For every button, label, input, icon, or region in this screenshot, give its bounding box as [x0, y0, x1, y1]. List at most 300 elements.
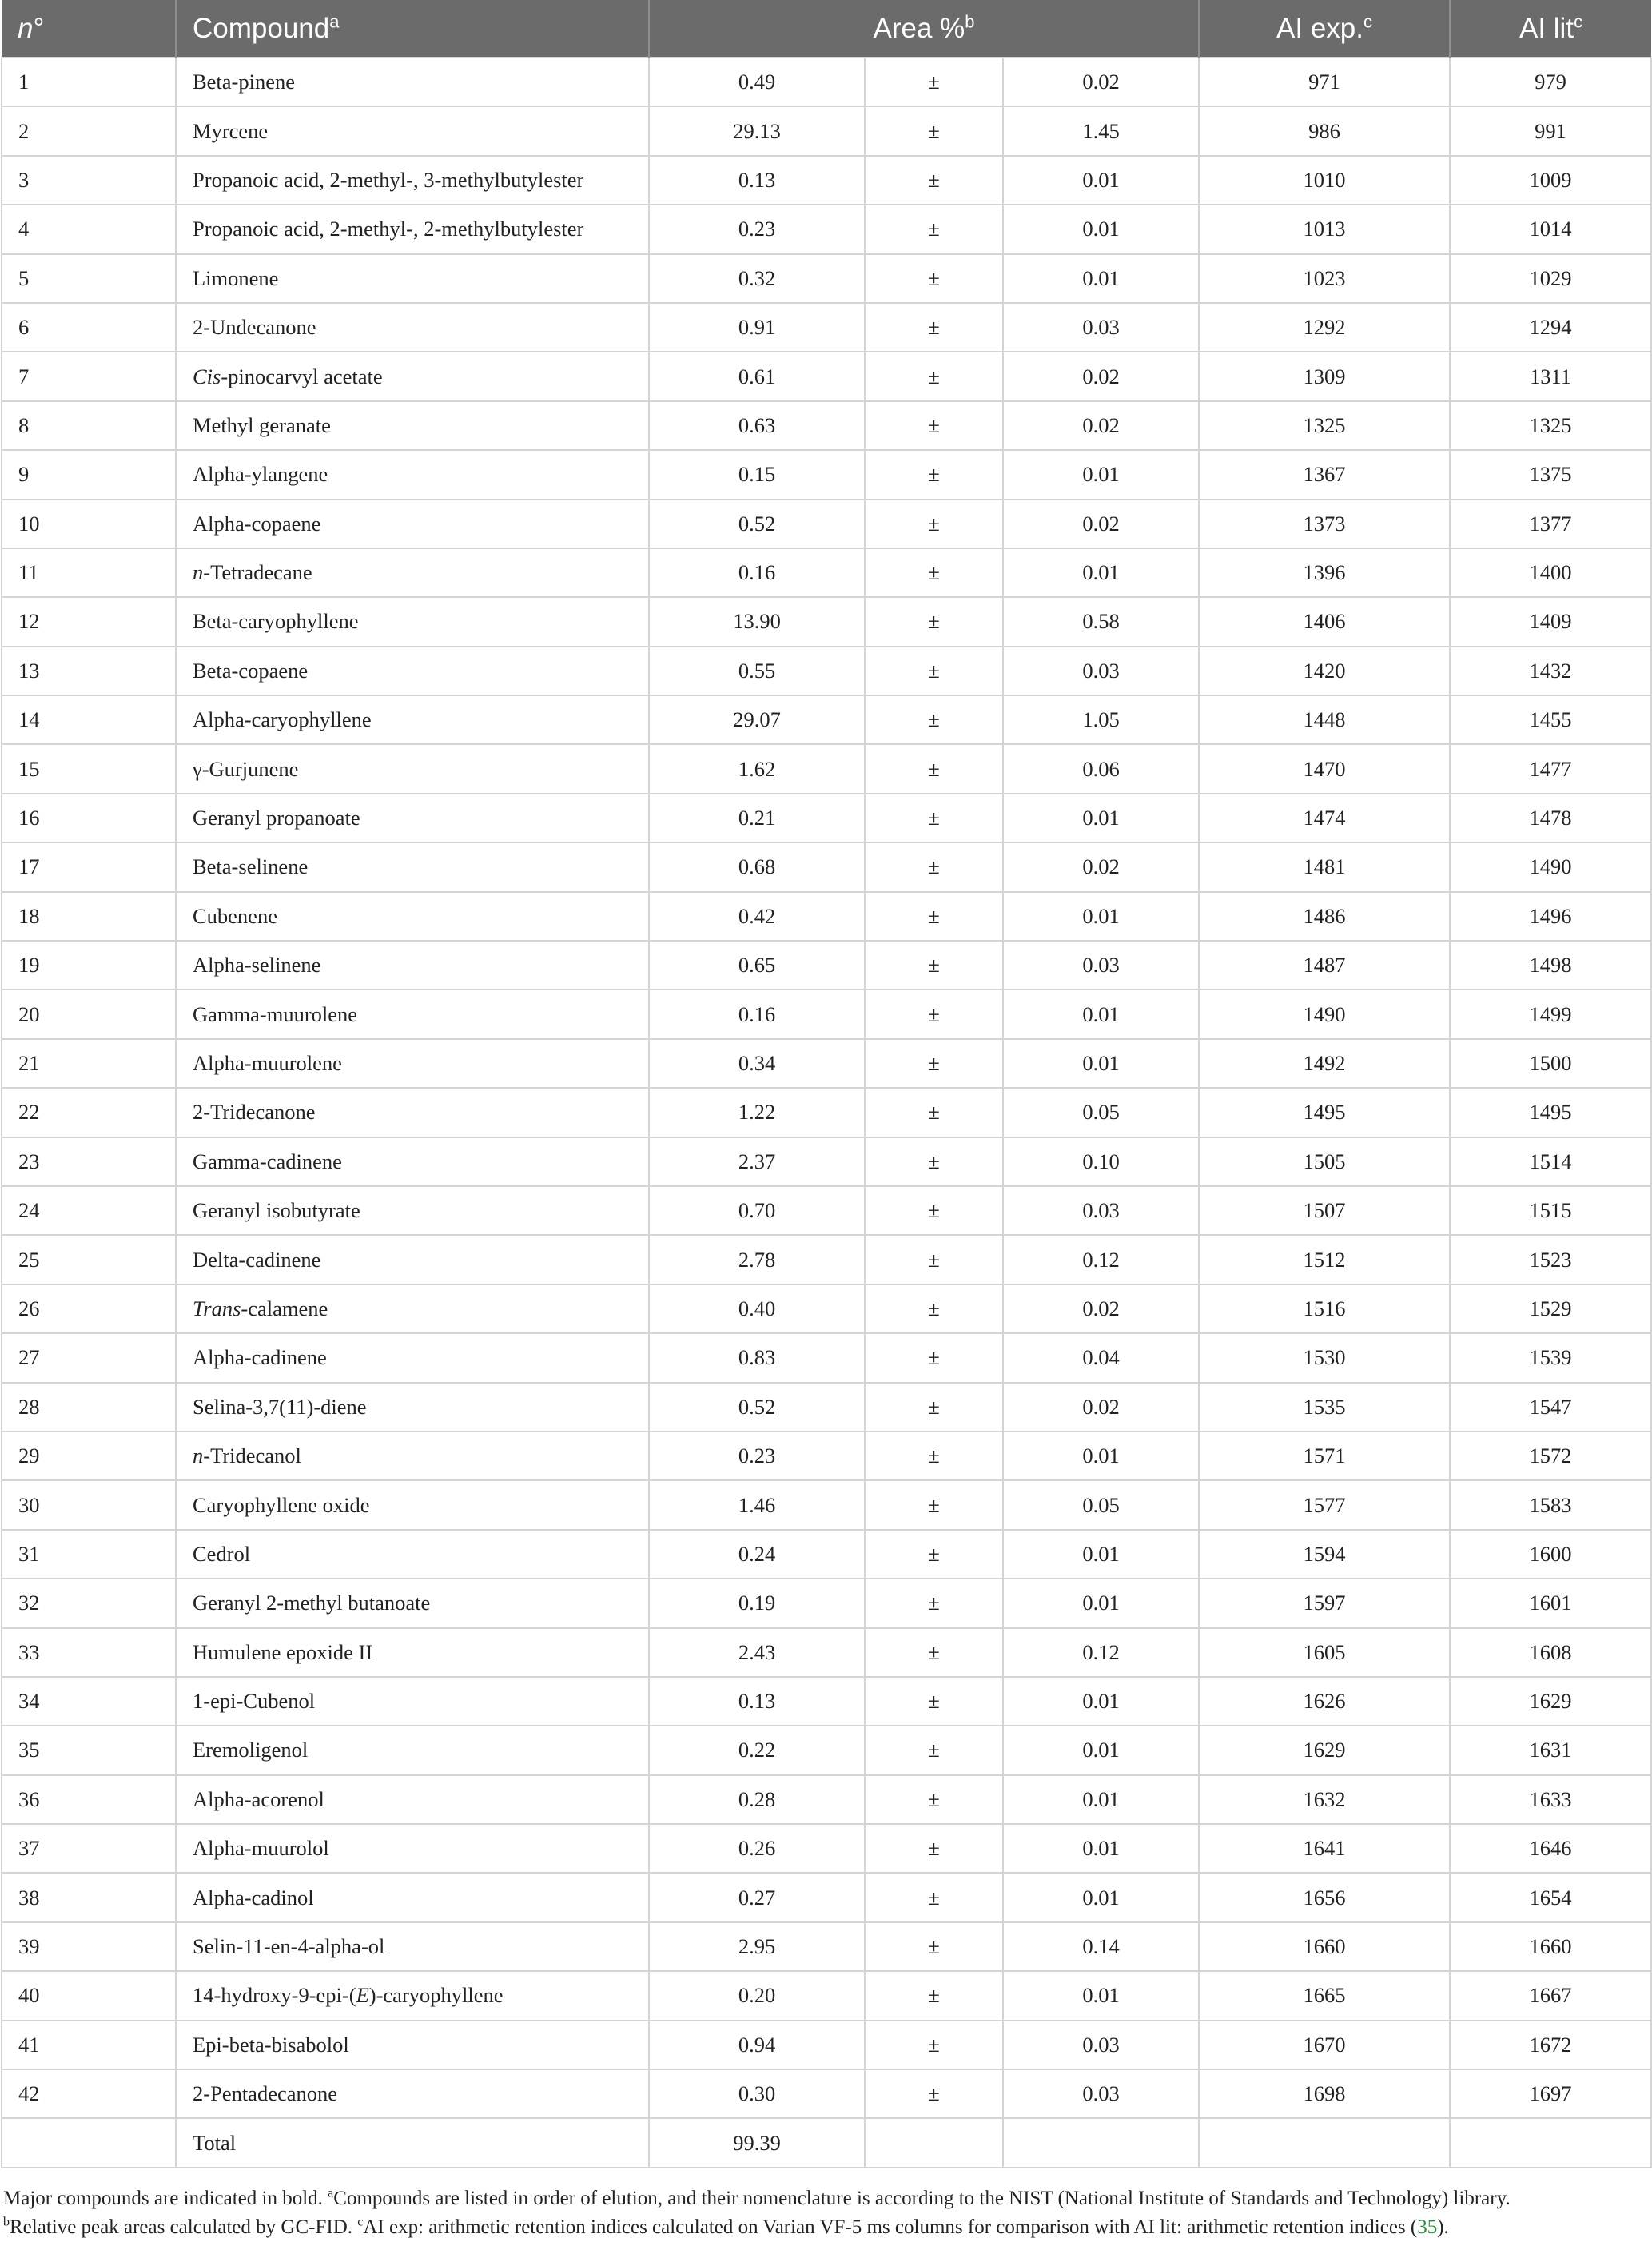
plus-minus: ± — [865, 892, 1003, 941]
table-row — [2, 2069, 1651, 2118]
table-row — [2, 1088, 1651, 1137]
table-row — [2, 1284, 1651, 1333]
ai-lit-value: 1646 — [1450, 1824, 1651, 1873]
ai-lit-value: 1514 — [1450, 1137, 1651, 1186]
compound-table — [1, 0, 1652, 2168]
area-sd: 0.02 — [1003, 58, 1199, 106]
ai-lit-value: 1660 — [1450, 1922, 1651, 1971]
plus-minus: ± — [865, 2021, 1003, 2069]
compound-name-italic: E — [356, 1983, 369, 2008]
table-row — [2, 401, 1651, 450]
ai-exp-value: 1486 — [1199, 892, 1450, 941]
table-row — [2, 500, 1651, 548]
row-number: 31 — [2, 1530, 176, 1579]
area-sd: 0.03 — [1003, 941, 1199, 990]
header-ai-exp: AI exp.$^c$ — [1199, 0, 1450, 58]
area-value: 0.70 — [649, 1186, 865, 1235]
ai-lit-value: 1500 — [1450, 1039, 1651, 1088]
ai-lit-value: 1400 — [1450, 548, 1651, 597]
area-value: 1.46 — [649, 1480, 865, 1529]
plus-minus: ± — [865, 941, 1003, 990]
compound-name — [176, 1726, 649, 1774]
plus-minus: ± — [865, 303, 1003, 352]
area-value: 0.42 — [649, 892, 865, 941]
row-number: 36 — [2, 1775, 176, 1824]
table-row — [2, 1383, 1651, 1432]
area-sd: 0.01 — [1003, 1971, 1199, 2020]
area-sd: 0.06 — [1003, 744, 1199, 793]
ai-exp-value: 1396 — [1199, 548, 1450, 597]
table-row — [2, 744, 1651, 793]
compound-name — [176, 1383, 649, 1432]
ai-lit-value: 1409 — [1450, 597, 1651, 646]
compound-name — [176, 2069, 649, 2118]
table-row — [2, 303, 1651, 352]
compound-name-text: Alpha-muurolene — [193, 1051, 342, 1075]
compound-name-text: 1-epi-Cubenol — [193, 1689, 316, 1714]
compound-name-text: Selina-3,7(11)-diene — [193, 1394, 367, 1419]
row-number: 7 — [2, 352, 176, 400]
ai-exp-value: 1670 — [1199, 2021, 1450, 2069]
row-number: 12 — [2, 597, 176, 646]
area-sd: 0.01 — [1003, 156, 1199, 205]
row-number: 42 — [2, 2069, 176, 2118]
area-sd: 0.02 — [1003, 352, 1199, 400]
table-row — [2, 1186, 1651, 1235]
row-number: 1 — [2, 58, 176, 106]
compound-name-text: -calamene — [241, 1296, 328, 1320]
total-row — [2, 2118, 1651, 2167]
area-value: 2.95 — [649, 1922, 865, 1971]
table-row — [2, 1530, 1651, 1579]
compound-name — [176, 450, 649, 499]
ai-lit-value: 1539 — [1450, 1333, 1651, 1382]
ai-lit-value: 1325 — [1450, 401, 1651, 450]
compound-name-italic: n — [193, 1444, 204, 1468]
ai-lit-value: 1672 — [1450, 2021, 1651, 2069]
table-row — [2, 1824, 1651, 1873]
row-number: 33 — [2, 1628, 176, 1677]
table-row — [2, 647, 1651, 695]
ai-exp-value: 1010 — [1199, 156, 1450, 205]
table-row — [2, 1873, 1651, 1921]
table-row — [2, 695, 1651, 744]
area-value: 1.62 — [649, 744, 865, 793]
plus-minus: ± — [865, 1284, 1003, 1333]
ai-lit-value: 1478 — [1450, 794, 1651, 842]
total-empty — [1199, 2118, 1450, 2167]
plus-minus: ± — [865, 254, 1003, 303]
row-number: 28 — [2, 1383, 176, 1432]
plus-minus: ± — [865, 794, 1003, 842]
compound-name — [176, 548, 649, 597]
plus-minus: ± — [865, 1235, 1003, 1284]
compound-name-text: Geranyl 2-methyl butanoate — [193, 1591, 431, 1615]
ai-exp-value: 1660 — [1199, 1922, 1450, 1971]
row-number: 10 — [2, 500, 176, 548]
ai-exp-value: 1367 — [1199, 450, 1450, 499]
compound-name-text: Eremoligenol — [193, 1738, 309, 1762]
compound-name — [176, 106, 649, 155]
plus-minus: ± — [865, 1775, 1003, 1824]
row-number: 34 — [2, 1677, 176, 1726]
area-value: 29.13 — [649, 106, 865, 155]
ai-exp-value: 1516 — [1199, 1284, 1450, 1333]
plus-minus: ± — [865, 1579, 1003, 1627]
ai-exp-value: 1597 — [1199, 1579, 1450, 1627]
compound-name-text: Selin-11-en-4-alpha-ol — [193, 1934, 385, 1959]
ai-exp-value: 1577 — [1199, 1480, 1450, 1529]
compound-name-text: -pinocarvyl acetate — [221, 364, 383, 388]
table-row — [2, 1480, 1651, 1529]
area-sd: 0.01 — [1003, 1824, 1199, 1873]
compound-name-prefix: 14-hydroxy-9-epi-( — [193, 1983, 356, 2008]
compound-name — [176, 1186, 649, 1235]
compound-name-text: )-caryophyllene — [368, 1983, 504, 2008]
row-number: 11 — [2, 548, 176, 597]
compound-name — [176, 1530, 649, 1579]
table-row — [2, 1971, 1651, 2020]
ai-exp-value: 1487 — [1199, 941, 1450, 990]
plus-minus: ± — [865, 1480, 1003, 1529]
compound-name — [176, 892, 649, 941]
compound-name-text: Propanoic acid, 2-methyl-, 3-methylbutylester — [193, 167, 584, 192]
table-row — [2, 58, 1651, 106]
plus-minus: ± — [865, 156, 1003, 205]
row-number: 3 — [2, 156, 176, 205]
area-sd: 0.03 — [1003, 647, 1199, 695]
compound-name — [176, 794, 649, 842]
row-number: 40 — [2, 1971, 176, 2020]
ai-exp-value: 1406 — [1199, 597, 1450, 646]
compound-name-text: Alpha-acorenol — [193, 1786, 324, 1811]
ai-lit-value: 1633 — [1450, 1775, 1651, 1824]
compound-name-text: Alpha-cadinene — [193, 1345, 327, 1370]
row-number: 4 — [2, 205, 176, 253]
compound-name — [176, 254, 649, 303]
area-sd: 0.01 — [1003, 1726, 1199, 1774]
compound-name-text: Limonene — [193, 265, 279, 290]
compound-name — [176, 401, 649, 450]
ai-exp-value: 1641 — [1199, 1824, 1450, 1873]
area-value: 0.65 — [649, 941, 865, 990]
area-sd: 0.02 — [1003, 500, 1199, 548]
compound-name — [176, 500, 649, 548]
ai-lit-value: 1629 — [1450, 1677, 1651, 1726]
plus-minus: ± — [865, 842, 1003, 891]
row-number: 20 — [2, 990, 176, 1038]
ai-lit-value: 1311 — [1450, 352, 1651, 400]
ai-lit-value: 1600 — [1450, 1530, 1651, 1579]
ai-exp-value: 1512 — [1199, 1235, 1450, 1284]
plus-minus: ± — [865, 1383, 1003, 1432]
footnote-line-1: Major compounds are indicated in bold. $^a$Compounds are listed in order of elution, and their nomenclature is according to the NIST (National Institute of Standards and Technology) library. — [3, 2186, 1511, 2209]
plus-minus: ± — [865, 1677, 1003, 1726]
ai-exp-value: 1632 — [1199, 1775, 1450, 1824]
area-value: 0.22 — [649, 1726, 865, 1774]
compound-name-text: Myrcene — [193, 118, 269, 143]
ai-lit-value: 1496 — [1450, 892, 1651, 941]
ai-lit-value: 1377 — [1450, 500, 1651, 548]
ai-lit-value: 1432 — [1450, 647, 1651, 695]
compound-name — [176, 842, 649, 891]
area-sd: 0.01 — [1003, 254, 1199, 303]
ai-lit-value: 1009 — [1450, 156, 1651, 205]
ai-exp-value: 1571 — [1199, 1432, 1450, 1480]
compound-name-italic: Cis — [193, 364, 221, 388]
compound-name — [176, 58, 649, 106]
compound-name-text: Propanoic acid, 2-methyl-, 2-methylbutylester — [193, 217, 584, 241]
area-sd: 0.04 — [1003, 1333, 1199, 1382]
table-row — [2, 990, 1651, 1038]
area-value: 0.23 — [649, 205, 865, 253]
compound-name — [176, 1284, 649, 1333]
area-sd: 0.01 — [1003, 794, 1199, 842]
compound-name — [176, 1873, 649, 1921]
area-value: 0.20 — [649, 1971, 865, 2020]
area-value: 2.37 — [649, 1137, 865, 1186]
ai-exp-value: 1605 — [1199, 1628, 1450, 1677]
compound-name-text: Epi-beta-bisabolol — [193, 2032, 349, 2057]
plus-minus: ± — [865, 597, 1003, 646]
plus-minus: ± — [865, 352, 1003, 400]
compound-name — [176, 205, 649, 253]
reference-link[interactable]: 35 — [1417, 2216, 1438, 2238]
compound-name — [176, 1579, 649, 1627]
area-sd: 0.01 — [1003, 1039, 1199, 1088]
area-value: 0.13 — [649, 1677, 865, 1726]
plus-minus: ± — [865, 1039, 1003, 1088]
area-sd: 0.03 — [1003, 2021, 1199, 2069]
compound-name — [176, 1922, 649, 1971]
row-number: 5 — [2, 254, 176, 303]
table-row — [2, 450, 1651, 499]
area-sd: 0.01 — [1003, 1432, 1199, 1480]
total-empty — [1450, 2118, 1651, 2167]
row-number: 18 — [2, 892, 176, 941]
plus-minus: ± — [865, 647, 1003, 695]
compound-name — [176, 1971, 649, 2020]
compound-name-italic: Trans — [193, 1296, 241, 1320]
ai-lit-value: 1523 — [1450, 1235, 1651, 1284]
ai-lit-value: 1583 — [1450, 1480, 1651, 1529]
table-row — [2, 254, 1651, 303]
ai-exp-value: 1023 — [1199, 254, 1450, 303]
ai-lit-value: 991 — [1450, 106, 1651, 155]
area-sd: 0.03 — [1003, 1186, 1199, 1235]
compound-name-text: Beta-copaene — [193, 658, 309, 683]
compound-name-text: -Tridecanol — [203, 1444, 301, 1468]
table-row — [2, 1726, 1651, 1774]
plus-minus: ± — [865, 1186, 1003, 1235]
ai-exp-value: 1530 — [1199, 1333, 1450, 1382]
area-value: 2.43 — [649, 1628, 865, 1677]
area-sd: 0.12 — [1003, 1628, 1199, 1677]
row-number: 14 — [2, 695, 176, 744]
area-value: 2.78 — [649, 1235, 865, 1284]
ai-exp-value: 986 — [1199, 106, 1450, 155]
ai-exp-value: 1474 — [1199, 794, 1450, 842]
row-number: 2 — [2, 106, 176, 155]
compound-name-text: Delta-cadinene — [193, 1247, 321, 1272]
area-sd: 0.01 — [1003, 205, 1199, 253]
row-number: 22 — [2, 1088, 176, 1137]
plus-minus: ± — [865, 1922, 1003, 1971]
row-number: 32 — [2, 1579, 176, 1627]
area-value: 0.94 — [649, 2021, 865, 2069]
compound-name-text: Alpha-copaene — [193, 511, 321, 536]
area-value: 0.52 — [649, 1383, 865, 1432]
ai-lit-value: 1515 — [1450, 1186, 1651, 1235]
compound-name-text: 2-Undecanone — [193, 315, 316, 340]
ai-lit-value: 1654 — [1450, 1873, 1651, 1921]
compound-name — [176, 1039, 649, 1088]
compound-name — [176, 1824, 649, 1873]
row-number: 9 — [2, 450, 176, 499]
area-value: 13.90 — [649, 597, 865, 646]
area-value: 0.24 — [649, 1530, 865, 1579]
row-number: 35 — [2, 1726, 176, 1774]
plus-minus: ± — [865, 450, 1003, 499]
area-value: 29.07 — [649, 695, 865, 744]
ai-exp-value: 1629 — [1199, 1726, 1450, 1774]
area-value: 0.16 — [649, 548, 865, 597]
ai-exp-value: 1325 — [1199, 401, 1450, 450]
area-sd: 0.05 — [1003, 1480, 1199, 1529]
ai-exp-value: 1292 — [1199, 303, 1450, 352]
ai-exp-value: 1492 — [1199, 1039, 1450, 1088]
ai-exp-value: 1698 — [1199, 2069, 1450, 2118]
total-label: Total — [176, 2118, 649, 2167]
area-value: 0.32 — [649, 254, 865, 303]
table-row — [2, 1333, 1651, 1382]
ai-lit-value: 1029 — [1450, 254, 1651, 303]
row-number: 16 — [2, 794, 176, 842]
row-number: 15 — [2, 744, 176, 793]
ai-exp-value: 1470 — [1199, 744, 1450, 793]
table-body — [2, 58, 1651, 2168]
area-value: 0.30 — [649, 2069, 865, 2118]
area-value: 0.34 — [649, 1039, 865, 1088]
table-row — [2, 2021, 1651, 2069]
area-value: 1.22 — [649, 1088, 865, 1137]
compound-name — [176, 941, 649, 990]
row-number: 39 — [2, 1922, 176, 1971]
ai-exp-value: 1626 — [1199, 1677, 1450, 1726]
plus-minus: ± — [865, 1971, 1003, 2020]
area-value: 0.52 — [649, 500, 865, 548]
compound-name — [176, 695, 649, 744]
compound-name — [176, 1333, 649, 1382]
area-value: 0.16 — [649, 990, 865, 1038]
compound-name-text: γ-Gurjunene — [193, 756, 299, 781]
plus-minus: ± — [865, 695, 1003, 744]
row-number: 23 — [2, 1137, 176, 1186]
compound-name — [176, 1235, 649, 1284]
plus-minus: ± — [865, 500, 1003, 548]
ai-lit-value: 1375 — [1450, 450, 1651, 499]
area-value: 0.49 — [649, 58, 865, 106]
compound-name — [176, 352, 649, 400]
area-value: 0.91 — [649, 303, 865, 352]
area-sd: 0.01 — [1003, 450, 1199, 499]
table-row — [2, 794, 1651, 842]
row-number: 30 — [2, 1480, 176, 1529]
area-value: 0.23 — [649, 1432, 865, 1480]
ai-lit-value: 979 — [1450, 58, 1651, 106]
plus-minus: ± — [865, 1088, 1003, 1137]
compound-name-text: Humulene epoxide II — [193, 1639, 373, 1664]
header-area: Area %$^b$ — [649, 0, 1199, 58]
area-sd: 0.01 — [1003, 1530, 1199, 1579]
ai-lit-value: 1490 — [1450, 842, 1651, 891]
table-row — [2, 1775, 1651, 1824]
ai-lit-value: 1014 — [1450, 205, 1651, 253]
area-value: 0.83 — [649, 1333, 865, 1382]
area-sd: 0.01 — [1003, 1677, 1199, 1726]
area-sd: 0.01 — [1003, 1579, 1199, 1627]
row-number: 26 — [2, 1284, 176, 1333]
table-row — [2, 1579, 1651, 1627]
ai-lit-value: 1631 — [1450, 1726, 1651, 1774]
area-value: 0.19 — [649, 1579, 865, 1627]
total-empty — [2, 2118, 176, 2167]
compound-name — [176, 2021, 649, 2069]
compound-name-text: Cubenene — [193, 903, 277, 928]
area-value: 0.28 — [649, 1775, 865, 1824]
total-empty — [865, 2118, 1003, 2167]
compound-name-text: 2-Pentadecanone — [193, 2081, 337, 2106]
plus-minus: ± — [865, 106, 1003, 155]
area-sd: 0.12 — [1003, 1235, 1199, 1284]
total-area: 99.39 — [649, 2118, 865, 2167]
row-number: 41 — [2, 2021, 176, 2069]
row-number: 29 — [2, 1432, 176, 1480]
compound-name — [176, 1088, 649, 1137]
ai-exp-value: 1656 — [1199, 1873, 1450, 1921]
table-row — [2, 1922, 1651, 1971]
compound-name-text: Geranyl propanoate — [193, 806, 360, 830]
compound-name-italic: n — [193, 560, 204, 585]
row-number: 25 — [2, 1235, 176, 1284]
compound-name-text: Geranyl isobutyrate — [193, 1198, 360, 1223]
area-value: 0.13 — [649, 156, 865, 205]
plus-minus: ± — [865, 2069, 1003, 2118]
plus-minus: ± — [865, 744, 1003, 793]
table-header — [2, 0, 1651, 58]
table-row — [2, 548, 1651, 597]
compound-name — [176, 1628, 649, 1677]
ai-lit-value: 1572 — [1450, 1432, 1651, 1480]
ai-exp-value: 1481 — [1199, 842, 1450, 891]
area-sd: 0.02 — [1003, 1383, 1199, 1432]
ai-lit-value: 1529 — [1450, 1284, 1651, 1333]
compound-name — [176, 1432, 649, 1480]
compound-name-text: -Tetradecane — [203, 560, 312, 585]
ai-exp-value: 1495 — [1199, 1088, 1450, 1137]
plus-minus: ± — [865, 205, 1003, 253]
ai-exp-value: 1665 — [1199, 1971, 1450, 2020]
plus-minus: ± — [865, 1873, 1003, 1921]
row-number: 19 — [2, 941, 176, 990]
ai-lit-value: 1455 — [1450, 695, 1651, 744]
compound-name — [176, 1775, 649, 1824]
ai-lit-value: 1547 — [1450, 1383, 1651, 1432]
ai-lit-value: 1608 — [1450, 1628, 1651, 1677]
plus-minus: ± — [865, 1726, 1003, 1774]
compound-name — [176, 990, 649, 1038]
compound-name-text: Alpha-muurolol — [193, 1836, 329, 1861]
